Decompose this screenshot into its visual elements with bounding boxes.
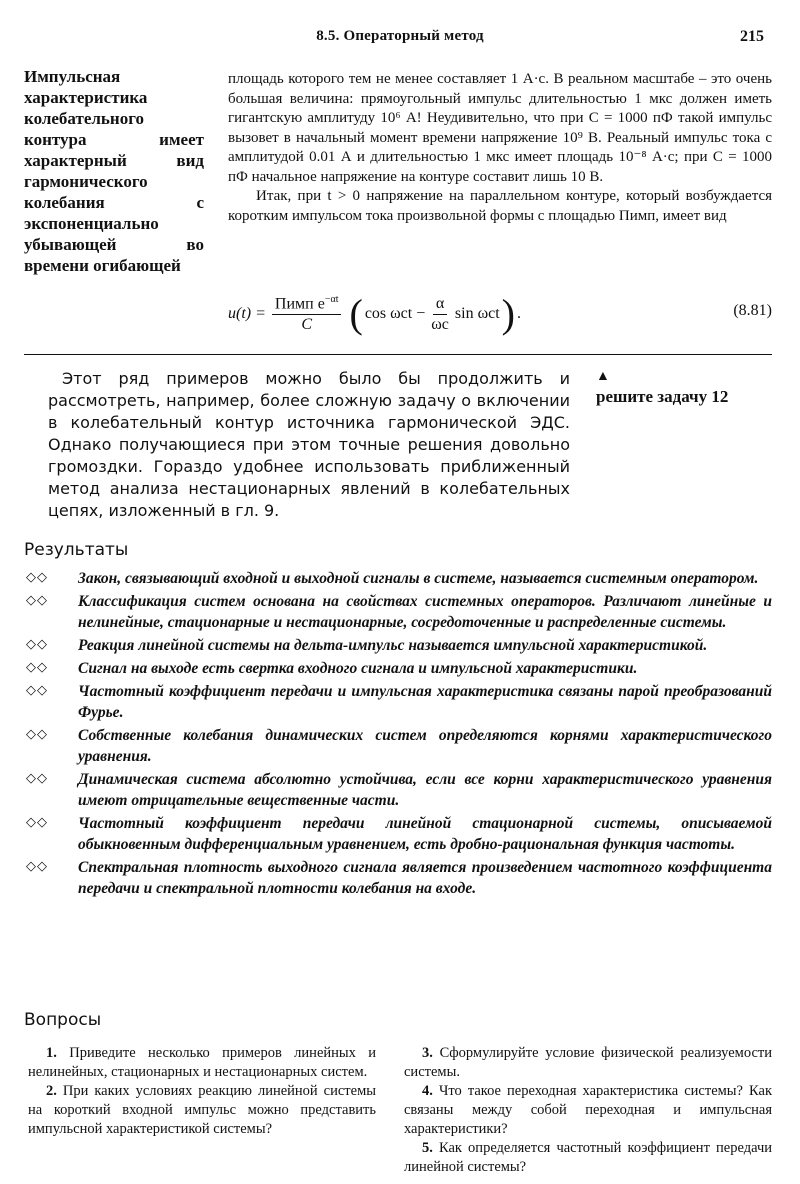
margin-task <box>596 368 776 408</box>
results-heading: Результаты <box>24 540 129 560</box>
result-item <box>24 813 772 855</box>
result-item <box>24 658 772 679</box>
result-item <box>24 725 772 767</box>
question-number: 1. <box>46 1045 57 1061</box>
result-item <box>24 635 772 656</box>
exponent: −αt <box>324 293 339 305</box>
omega-denominator: ωc <box>431 315 449 333</box>
questions-column-right <box>404 1044 772 1177</box>
sin-term: sin ωct <box>454 305 500 322</box>
close-paren: ) <box>501 291 515 336</box>
alpha-numerator: α <box>433 295 447 315</box>
equation-end: . <box>516 305 521 322</box>
result-text: Динамическая система абсолютно устойчива, если все корни характеристического уравнения имеют отрицательные вещественные части. <box>78 771 772 809</box>
question-item <box>404 1044 772 1082</box>
diamond-bullet-icon: ◇◇ <box>26 569 48 584</box>
equation-8-81 <box>228 286 772 342</box>
result-item <box>24 857 772 899</box>
main-text <box>228 70 772 226</box>
section-title: 8.5. Операторный метод <box>316 28 484 44</box>
result-text: Классификация систем основана на свойствах системных операторов. Различают линейные и нелинейные, стационарные и нестационарные, сосредоточенные и распределенные системы. <box>78 593 772 631</box>
question-number: 4. <box>422 1083 433 1099</box>
diamond-bullet-icon: ◇◇ <box>26 814 48 829</box>
diamond-bullet-icon: ◇◇ <box>26 770 48 785</box>
diamond-bullet-icon: ◇◇ <box>26 636 48 651</box>
result-text: Сигнал на выходе есть свертка входного сигнала и импульсной характеристики. <box>78 660 638 677</box>
questions-column-left <box>28 1044 376 1139</box>
open-paren: ( <box>349 291 363 336</box>
result-text: Частотный коэффициент передачи линейной стационарной системы, описываемой обыкновенным дифференциальным уравнением, есть дробно-рациональная функция частоты. <box>78 815 772 853</box>
question-text: Приведите несколько примеров линейных и нелинейных, стационарных и нестационарных систем. <box>28 1045 377 1080</box>
diamond-bullet-icon: ◇◇ <box>26 726 48 741</box>
question-item <box>28 1082 376 1139</box>
result-item <box>24 568 772 589</box>
diamond-bullet-icon: ◇◇ <box>26 858 48 873</box>
paragraph: площадь которого тем не менее составляет 1 А·с. В реальном масштабе – это очень большая величина: прямоугольный импульс длительностью 1 мкс должен иметь гигантскую амплитуду 10⁶ А! Неудивительно, что при C = 1000 пФ такой импульс вызовет в начальный момент времени напряжение 10⁹ В. Реальный импульс тока с амплитудой 0.01 А и длительностью 1 мкс имеет площадь 10⁻⁸ А·с; при C = 1000 пФ начальное напряжение на контуре составит лишь 10 В. <box>228 71 772 185</box>
result-text: Спектральная плотность выходного сигнала является произведением частотного коэффициента передачи и спектральной плотности колебания на входе. <box>78 859 772 897</box>
fraction-alpha <box>431 295 449 334</box>
question-number: 3. <box>422 1045 433 1061</box>
paragraph-examples: Этот ряд примеров можно было бы продолжить и рассмотреть, например, более сложную задачу о включении в колебательный контур источника гармонической ЭДС. Однако получающиеся при этом точные решения довольно громоздки. Гораздо удобнее использовать приближенный метод анализа нестационарных явлений в колебательных цепях, изложенный в гл. 9. <box>48 369 570 520</box>
result-text: Закон, связывающий входной и выходной сигналы в системе, называется системным оператором. <box>78 570 759 587</box>
result-item <box>24 591 772 633</box>
result-text: Собственные колебания динамических систем определяются корнями характеристического уравнения. <box>78 727 772 765</box>
page-number: 215 <box>740 28 764 45</box>
task-reference: решите задачу 12 <box>596 387 729 406</box>
question-text: Что такое переходная характеристика системы? Как связаны между собой переходная и импульсная характеристики? <box>404 1083 773 1137</box>
fraction-denominator: C <box>301 316 313 334</box>
question-text: Как определяется частотный коэффициент передачи линейной системы? <box>404 1140 772 1175</box>
results-list <box>24 568 772 901</box>
question-text: Сформулируйте условие физической реализуемости системы. <box>404 1045 772 1080</box>
question-item <box>28 1044 376 1082</box>
cos-term: cos ωct − <box>364 305 426 322</box>
equation-number: (8.81) <box>733 302 772 319</box>
result-text: Реакция линейной системы на дельта-импульс называется импульсной характеристикой. <box>78 637 708 654</box>
divider-line <box>24 354 772 355</box>
result-text: Частотный коэффициент передачи и импульсная характеристика связаны парой преобразований Фурье. <box>78 683 772 721</box>
diamond-bullet-icon: ◇◇ <box>26 659 48 674</box>
diamond-bullet-icon: ◇◇ <box>26 592 48 607</box>
result-item <box>24 769 772 811</box>
fraction <box>272 294 342 334</box>
question-item <box>404 1082 772 1139</box>
page-header <box>0 28 800 52</box>
diamond-bullet-icon: ◇◇ <box>26 682 48 697</box>
question-number: 2. <box>46 1083 57 1099</box>
question-item <box>404 1139 772 1177</box>
triangle-icon: ▲ <box>596 369 610 384</box>
result-item <box>24 681 772 723</box>
equation-body <box>228 286 521 342</box>
equation-lhs: u(t) = <box>228 305 266 322</box>
numerator-text: Пимп e <box>274 295 325 313</box>
question-number: 5. <box>422 1140 433 1156</box>
margin-note: Импульсная характеристика колебательного контура имеет характерный вид гармонического колебания с экспоненциально убывающей во времени огибающей <box>24 67 204 275</box>
questions-heading: Вопросы <box>24 1010 102 1030</box>
fraction-numerator <box>272 294 342 315</box>
question-text: При каких условиях реакцию линейной системы на короткий входной импульс можно представить импульсной характеристикой системы? <box>28 1083 376 1137</box>
paragraph: Итак, при t > 0 напряжение на параллельном контуре, который возбуждается коротким импульсом тока произвольной формы с площадью Пимп, имеет вид <box>228 188 772 224</box>
